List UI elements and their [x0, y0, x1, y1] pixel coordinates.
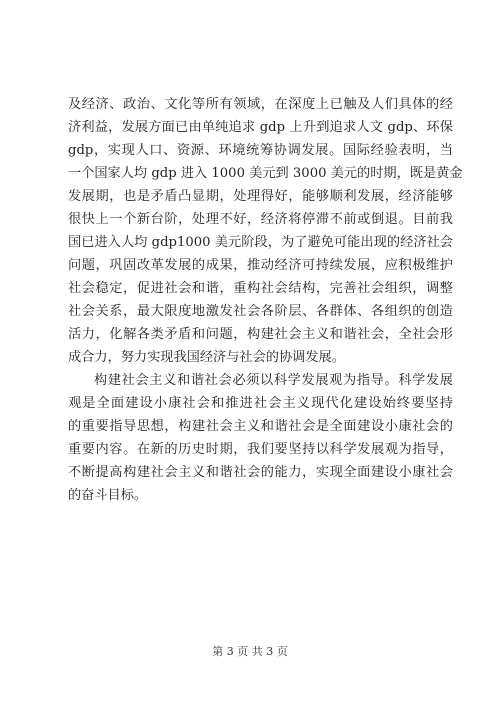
paragraph-1-line-5: 发展期，也是矛盾凸显期，处理得好，能够顺利发展，经济能够: [68, 189, 453, 204]
paragraph-1-line-12: 成合力，努力实现我国经济与社会的协调发展。: [68, 350, 345, 365]
paragraph-1-line-3: gdp，实现人口、资源、环境统筹协调发展。国际经验表明，当: [68, 143, 453, 158]
paragraph-1-line-10: 社会关系，最大限度地激发社会各阶层、各群体、各组织的创造: [68, 304, 453, 319]
paragraph-1-line-2: 济利益，发展方面已由单纯追求 gdp 上升到追求人文 gdp、环保: [68, 120, 453, 135]
paragraph-1-line-11: 活力，化解各类矛盾和问题，构建社会主义和谐社会，全社会形: [68, 327, 453, 342]
page-footer: 第 3 页 共 3 页: [212, 645, 288, 658]
paragraph-1-line-7: 国已进入人均 gdp1000 美元阶段，为了避免可能出现的经济社会: [68, 235, 453, 250]
paragraph-1-line-8: 问题，巩固改革发展的成果，推动经济可持续发展，应积极维护: [68, 258, 453, 273]
paragraph-1-line-4: 一个国家人均 gdp 进入 1000 美元到 3000 美元的时期，既是黄金: [68, 166, 463, 181]
paragraph-2-line-5: 不断提高构建社会主义和谐社会的能力，实现全面建设小康社会: [68, 465, 453, 480]
paragraph-1-line-6: 很快上一个新台阶，处理不好，经济将停滞不前或倒退。目前我: [68, 212, 453, 227]
paragraph-1-line-9: 社会稳定，促进社会和谐，重构社会结构，完善社会组织，调整: [68, 281, 453, 296]
paragraph-2-line-4: 重要内容。在新的历史时期，我们要坚持以科学发展观为指导，: [68, 442, 453, 457]
paragraph-2-line-6: 的奋斗目标。: [68, 488, 148, 503]
paragraph-1-line-1: 及经济、政治、文化等所有领域，在深度上已触及人们具体的经: [68, 97, 453, 112]
body-text: [68, 93, 463, 507]
paragraph-2-line-3: 的重要指导思想，构建社会主义和谐社会是全面建设小康社会的: [68, 419, 453, 434]
paragraph-2-line-2: 观是全面建设小康社会和推进社会主义现代化建设始终要坚持: [68, 396, 453, 411]
paragraph-2-line-1: 构建社会主义和谐社会必须以科学发展观为指导。科学发展: [94, 373, 453, 388]
